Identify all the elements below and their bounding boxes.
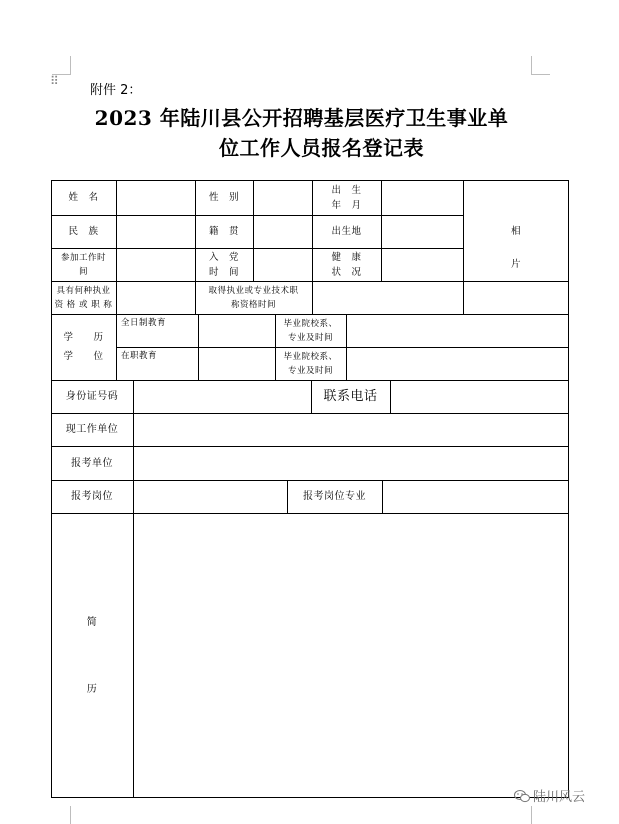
cert-time-label xyxy=(195,281,312,314)
post-major-field[interactable] xyxy=(383,480,569,513)
id-number-label: 身份证号码 xyxy=(65,391,119,402)
phone-label: 联系电话 xyxy=(323,389,378,404)
resume-label-line1: 简 xyxy=(86,616,98,628)
id-number-field[interactable] xyxy=(134,380,311,413)
cert-line2: 资 格 或 职 称 xyxy=(54,299,113,310)
party-time-line1: 入 党 xyxy=(208,251,239,263)
cert-time-line2: 称资格时间 xyxy=(230,299,276,310)
health-line2: 状 况 xyxy=(331,266,362,278)
applied-post-field[interactable] xyxy=(134,480,287,513)
party-time-label xyxy=(195,248,253,281)
birth-label-line2: 年 月 xyxy=(331,199,362,211)
cert-line1: 具有何种执业 xyxy=(56,285,111,296)
attachment-label: 附件 2： xyxy=(90,83,142,98)
birth-label-line1: 出 生 xyxy=(331,184,362,196)
native-place-label: 籍 贯 xyxy=(208,226,239,237)
fulltime-school-line2: 专业及时间 xyxy=(287,332,333,343)
phone-field[interactable] xyxy=(391,380,569,413)
education-label xyxy=(51,314,116,380)
native-place-field[interactable] xyxy=(254,215,312,248)
work-start-field[interactable] xyxy=(117,248,195,281)
ethnicity-label: 民 族 xyxy=(68,226,99,237)
resume-label xyxy=(51,513,133,798)
photo-label-line1: 相 xyxy=(510,226,521,237)
fulltime-education-label[interactable]: 全日制教育 xyxy=(121,318,167,328)
inservice-school-field[interactable] xyxy=(347,347,569,380)
resume-field[interactable] xyxy=(134,513,569,797)
work-start-line2: 间 xyxy=(78,266,88,277)
applied-unit-label: 报考单位 xyxy=(71,457,113,469)
cert-label xyxy=(51,281,116,314)
birth-label xyxy=(312,180,381,215)
fulltime-school-label xyxy=(275,314,346,347)
gender-label: 性 别 xyxy=(208,192,239,203)
current-employer-field[interactable] xyxy=(134,413,569,446)
education-line1: 学 历 xyxy=(63,332,104,343)
cert-time-line1: 取得执业或专业技术职 xyxy=(208,285,299,296)
fulltime-school-field[interactable] xyxy=(347,314,569,347)
work-start-label xyxy=(51,248,116,281)
resume-label-line2: 历 xyxy=(86,683,98,695)
drag-handle-icon[interactable]: ⠿ xyxy=(50,74,60,88)
fulltime-school-line1: 毕业院校系、 xyxy=(283,318,338,329)
page-title-line2: 位工作人员报名登记表 xyxy=(219,136,424,160)
health-line1: 健 康 xyxy=(331,251,362,263)
inservice-degree-field[interactable] xyxy=(199,347,275,380)
inservice-school-line1: 毕业院校系、 xyxy=(283,351,338,362)
cert-time-field[interactable] xyxy=(313,281,463,314)
birthplace-label: 出生地 xyxy=(331,226,362,237)
education-line2: 学 位 xyxy=(63,351,104,362)
name-label: 姓 名 xyxy=(68,192,99,203)
birth-field[interactable] xyxy=(382,180,463,215)
watermark xyxy=(514,786,585,805)
page-title-line1: 2023 年陆川县公开招聘基层医疗卫生事业单 xyxy=(94,106,509,130)
name-field[interactable] xyxy=(117,180,195,215)
current-employer-label: 现工作单位 xyxy=(65,424,119,435)
cert-field[interactable] xyxy=(117,281,195,314)
applied-unit-field[interactable] xyxy=(134,446,569,480)
photo-box[interactable] xyxy=(463,215,569,281)
margin-corner-top-left xyxy=(52,56,71,75)
inservice-education-label[interactable]: 在职教育 xyxy=(121,351,158,361)
ethnicity-field[interactable] xyxy=(117,215,195,248)
health-label xyxy=(312,248,381,281)
party-time-field[interactable] xyxy=(254,248,312,281)
margin-corner-top-right xyxy=(531,56,550,75)
work-start-line1: 参加工作时 xyxy=(60,252,106,263)
post-major-label: 报考岗位专业 xyxy=(303,491,366,502)
margin-corner-bottom-left xyxy=(52,806,71,824)
gender-field[interactable] xyxy=(254,180,312,215)
inservice-school-line2: 专业及时间 xyxy=(287,365,333,376)
registration-form-table xyxy=(51,180,569,798)
applied-post-label: 报考岗位 xyxy=(71,491,113,502)
birthplace-field[interactable] xyxy=(382,215,463,248)
fulltime-degree-field[interactable] xyxy=(199,314,275,347)
photo-label-line2: 片 xyxy=(510,259,521,270)
party-time-line2: 时 间 xyxy=(208,266,239,278)
watermark-text: 陆川风云 xyxy=(533,790,586,805)
margin-corner-bottom-right xyxy=(531,806,550,824)
wechat-icon xyxy=(514,789,530,803)
health-field[interactable] xyxy=(382,248,463,281)
inservice-school-label xyxy=(275,347,346,380)
